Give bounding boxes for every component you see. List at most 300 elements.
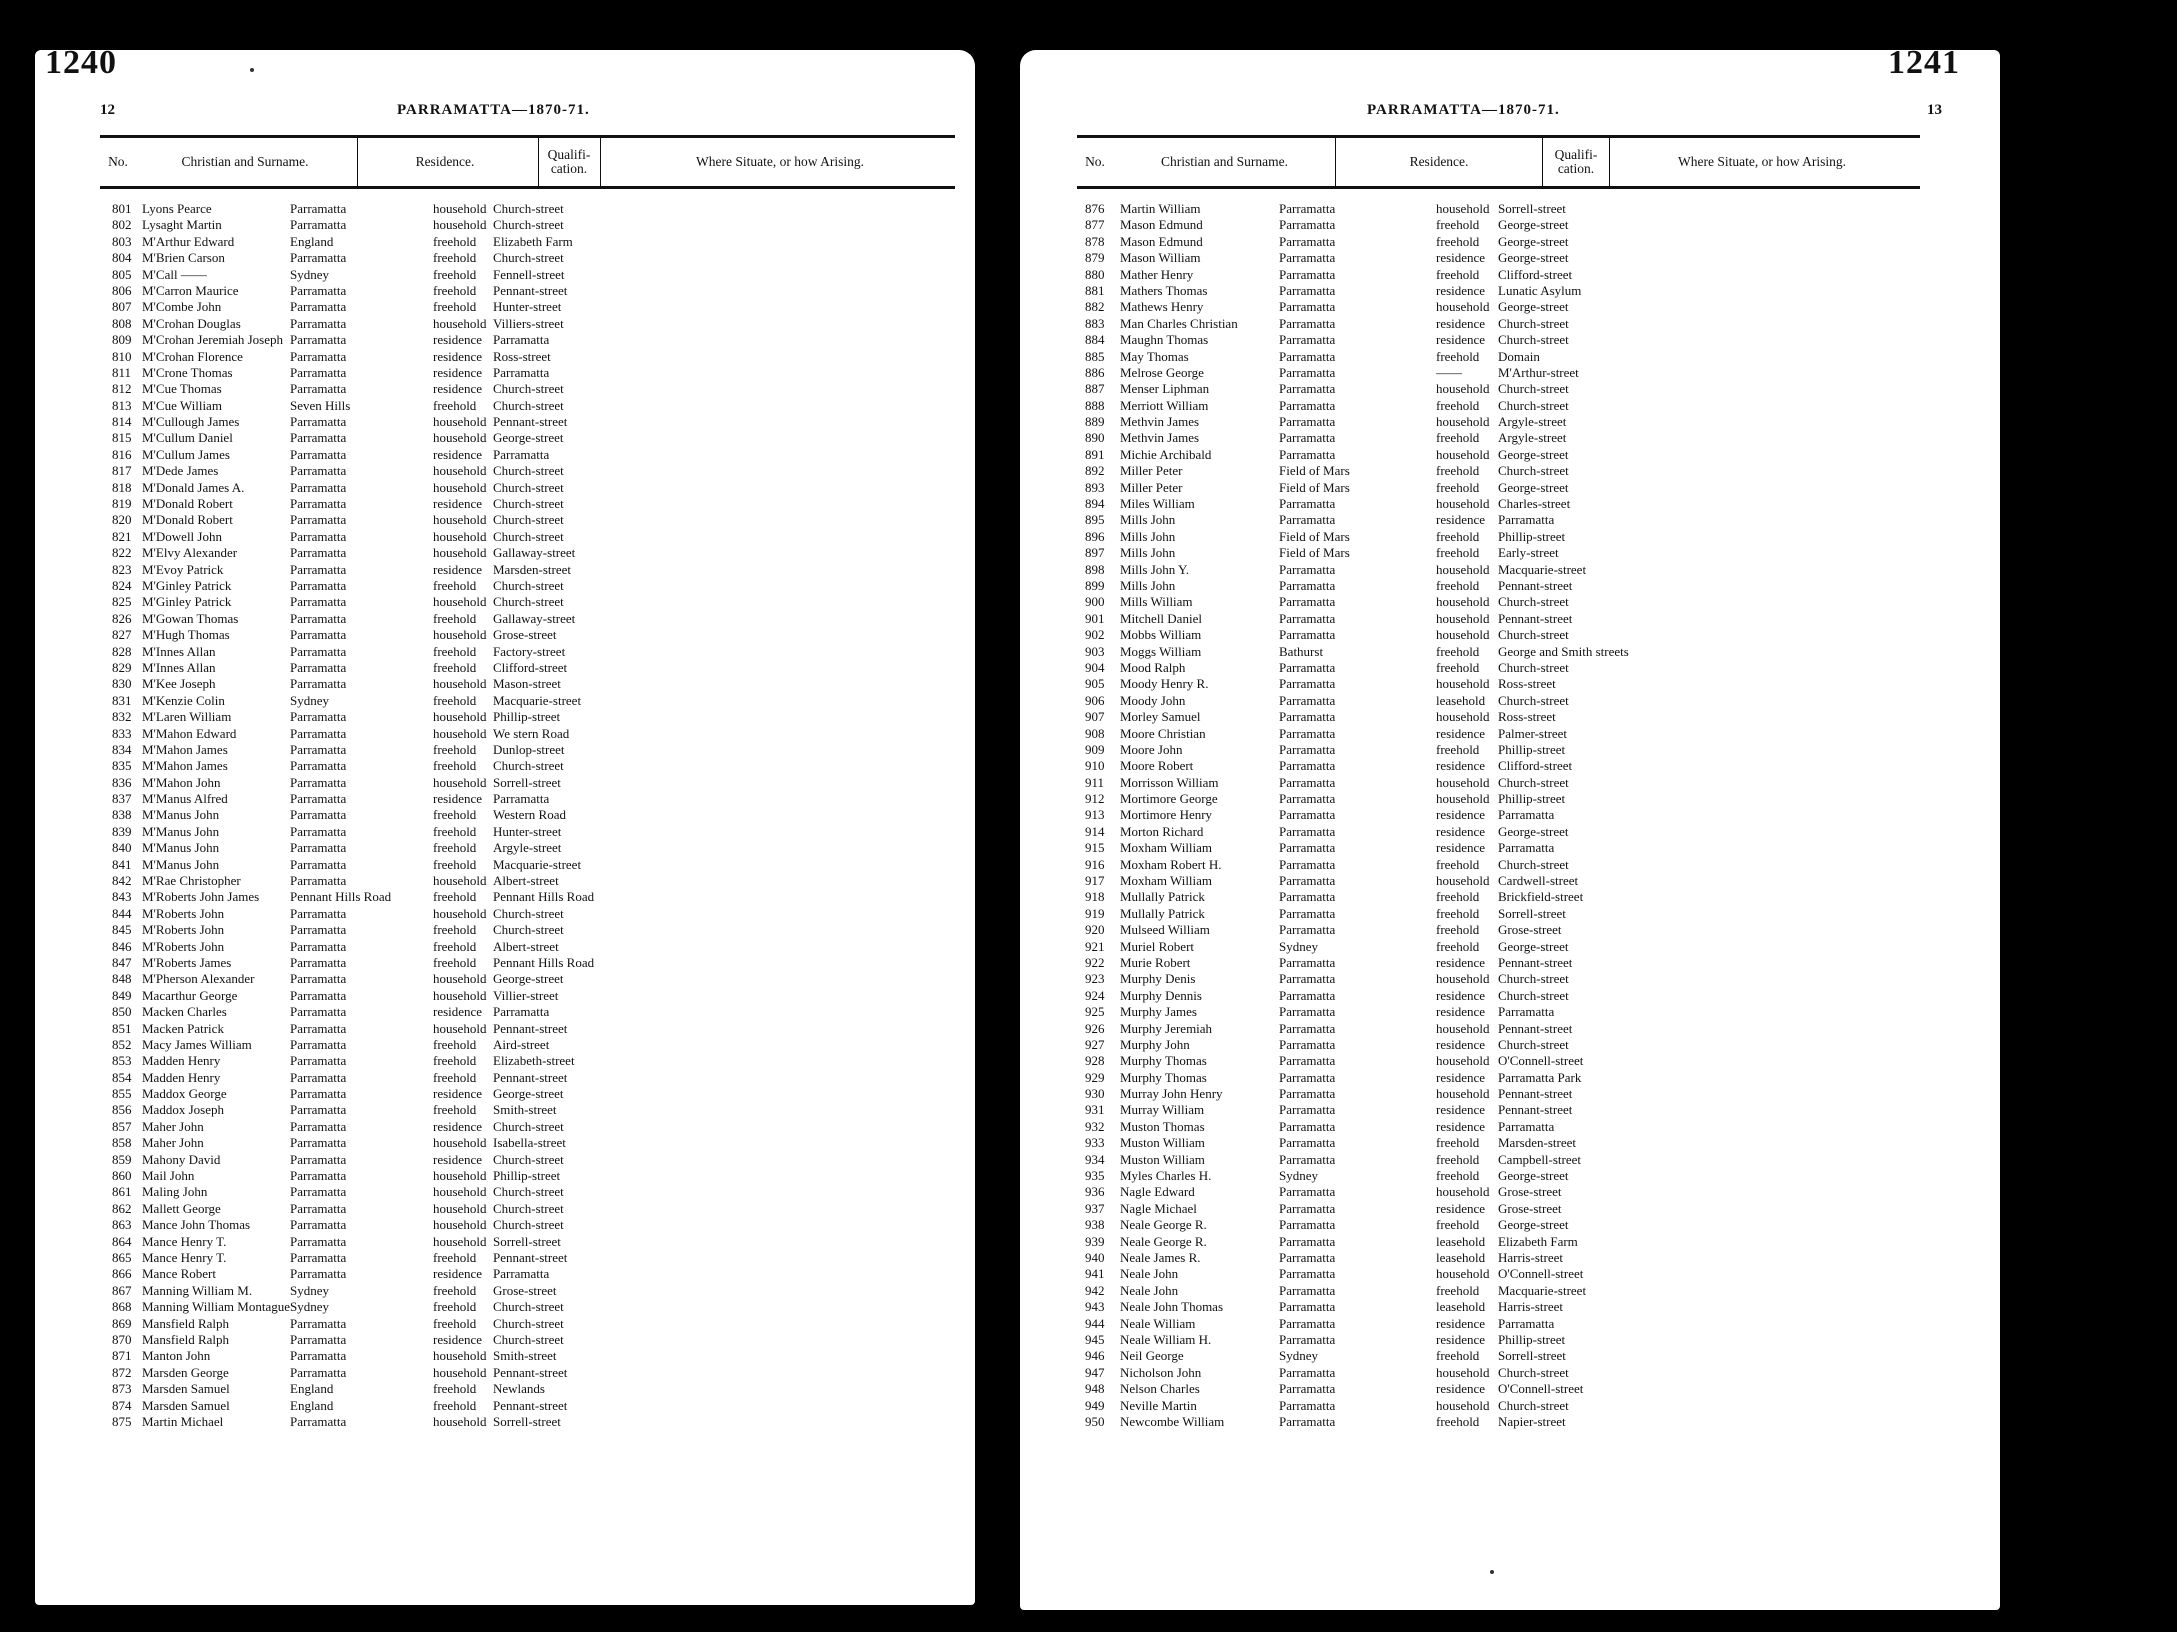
cell-no: 946 — [1085, 1348, 1105, 1364]
cell-where: Palmer-street — [1498, 725, 1568, 741]
cell-name: Murphy Denis — [1120, 971, 1196, 987]
cell-residence: Parramatta — [290, 446, 347, 462]
cell-where: Grose-street — [1498, 922, 1562, 938]
cell-name: M'Roberts John — [142, 905, 225, 921]
cell-where: Parramatta — [1498, 807, 1555, 823]
cell-where: Clifford-street — [1498, 758, 1573, 774]
table-row — [1077, 1250, 1920, 1266]
table-row — [1077, 1119, 1920, 1135]
cell-name: Moore Christian — [1120, 725, 1206, 741]
table-row — [100, 709, 955, 725]
cell-where: Parramatta — [1498, 512, 1555, 528]
cell-name: M'Cullum James — [142, 446, 230, 462]
cell-no: 867 — [112, 1282, 132, 1298]
cell-qualification: household — [1436, 676, 1490, 692]
column-divider — [357, 138, 358, 186]
cell-name: Lyons Pearce — [142, 201, 212, 216]
cell-qualification: residence — [1436, 1036, 1486, 1052]
cell-no: 808 — [112, 315, 132, 331]
cell-residence: England — [290, 1381, 334, 1397]
table-row — [1077, 758, 1920, 774]
cell-where: Campbell-street — [1498, 1151, 1582, 1167]
cell-qualification: residence — [433, 1151, 483, 1167]
cell-residence: Parramatta — [290, 594, 347, 610]
cell-no: 847 — [112, 954, 132, 970]
cell-where: Phillip-street — [1498, 1331, 1566, 1347]
cell-where: Parramatta — [1498, 1118, 1555, 1134]
cell-name: Myles Charles H. — [1120, 1168, 1212, 1184]
cell-name: M'Kenzie Colin — [142, 692, 225, 708]
cell-qualification: residence — [1436, 1004, 1486, 1020]
table-row — [100, 824, 955, 840]
cell-no: 938 — [1085, 1217, 1105, 1233]
cell-name: M'Ginley Patrick — [142, 594, 232, 610]
table-row — [1077, 594, 1920, 610]
table-row — [1077, 627, 1920, 643]
cell-no: 916 — [1085, 856, 1105, 872]
cell-residence: Parramatta — [290, 512, 347, 528]
cell-where: Grose-street — [493, 627, 557, 643]
cell-name: Manton John — [142, 1348, 211, 1364]
cell-where: Cardwell-street — [1498, 873, 1579, 889]
table-row — [1077, 1348, 1920, 1364]
cell-name: Mance Robert — [142, 1266, 217, 1282]
cell-residence: England — [290, 233, 334, 249]
table-row — [100, 1021, 955, 1037]
cell-name: Mansfield Ralph — [142, 1331, 230, 1347]
cell-where: Macquarie-street — [493, 692, 582, 708]
cell-name: Morrisson William — [1120, 774, 1219, 790]
cell-qualification: freehold — [433, 282, 477, 298]
cell-no: 858 — [112, 1135, 132, 1151]
cell-name: Neale William — [1120, 1315, 1196, 1331]
table-row — [1077, 660, 1920, 676]
cell-residence: Parramatta — [1279, 954, 1336, 970]
cell-no: 896 — [1085, 528, 1105, 544]
cell-residence: Parramatta — [1279, 709, 1336, 725]
cell-residence: Parramatta — [1279, 1151, 1336, 1167]
cell-where: Argyle-street — [1498, 430, 1567, 446]
table-row — [100, 758, 955, 774]
cell-name: Marsden Samuel — [142, 1397, 230, 1413]
cell-where: Parramatta — [493, 332, 550, 348]
cell-no: 944 — [1085, 1315, 1105, 1331]
cell-where: George and Smith streets — [1498, 643, 1629, 659]
table-row — [1077, 250, 1920, 266]
table-row — [100, 660, 955, 676]
cell-no: 942 — [1085, 1282, 1105, 1298]
cell-no: 863 — [112, 1217, 132, 1233]
cell-name: M'Donald Robert — [142, 512, 233, 528]
cell-name: Mills John Y. — [1120, 561, 1189, 577]
table-row — [100, 1316, 955, 1332]
cell-qualification: household — [433, 594, 487, 610]
cell-no: 812 — [112, 381, 132, 397]
cell-where: O'Connell-street — [1498, 1053, 1584, 1069]
cell-no: 815 — [112, 430, 132, 446]
cell-qualification: leasehold — [1436, 1250, 1486, 1265]
cell-name: Macy James William — [142, 1036, 252, 1052]
cell-no: 934 — [1085, 1151, 1105, 1167]
table-row — [100, 1234, 955, 1250]
cell-qualification: freehold — [433, 1282, 477, 1298]
cell-residence: Parramatta — [290, 1200, 347, 1216]
cell-where: George-street — [1498, 479, 1569, 495]
table-row — [100, 889, 955, 905]
table-row — [1077, 365, 1920, 381]
table-row — [1077, 545, 1920, 561]
cell-no: 941 — [1085, 1266, 1105, 1282]
header-qualification: Qualifi-cation. — [547, 147, 591, 176]
table-row — [1077, 742, 1920, 758]
cell-where: Church-street — [1498, 594, 1569, 610]
cell-no: 801 — [112, 201, 132, 216]
cell-qualification: household — [1436, 1184, 1490, 1200]
table-row — [1077, 676, 1920, 692]
cell-residence: Parramatta — [290, 479, 347, 495]
cell-where: Church-street — [493, 594, 564, 610]
cell-no: 925 — [1085, 1004, 1105, 1020]
cell-no: 899 — [1085, 577, 1105, 593]
cell-qualification: freehold — [1436, 922, 1480, 938]
cell-residence: Sydney — [1279, 1348, 1318, 1364]
cell-residence: Parramatta — [1279, 676, 1336, 692]
table-row — [100, 250, 955, 266]
cell-where: Harris-street — [1498, 1250, 1563, 1265]
table-row — [100, 1102, 955, 1118]
cell-where: Lunatic Asylum — [1498, 282, 1582, 298]
cell-where: O'Connell-street — [1498, 1266, 1584, 1282]
cell-name: Moxham Robert H. — [1120, 856, 1222, 872]
cell-qualification: freehold — [433, 299, 477, 315]
cell-name: M'Donald Robert — [142, 496, 233, 512]
cell-no: 879 — [1085, 250, 1105, 266]
cell-name: M'Innes Allan — [142, 659, 216, 675]
cell-where: Aird-street — [493, 1036, 550, 1052]
cell-residence: Parramatta — [1279, 430, 1336, 446]
table-row — [100, 742, 955, 758]
cell-name: Murray William — [1120, 1102, 1205, 1118]
cell-name: Murphy James — [1120, 1004, 1197, 1020]
cell-where: Pennant-street — [1498, 1020, 1573, 1036]
cell-where: George-street — [493, 1086, 564, 1102]
cell-no: 898 — [1085, 561, 1105, 577]
table-row — [1077, 332, 1920, 348]
cell-residence: Parramatta — [1279, 315, 1336, 331]
cell-qualification: household — [1436, 610, 1490, 626]
cell-where: Church-street — [1498, 1036, 1569, 1052]
cell-where: Pennant-street — [1498, 1102, 1573, 1118]
cell-where: Parramatta — [493, 791, 550, 807]
cell-qualification: freehold — [433, 1036, 477, 1052]
cell-name: Menser Liphman — [1120, 381, 1210, 397]
cell-no: 841 — [112, 856, 132, 872]
cell-no: 853 — [112, 1053, 132, 1069]
cell-residence: Parramatta — [290, 1266, 347, 1282]
table-row — [1077, 398, 1920, 414]
cell-no: 908 — [1085, 725, 1105, 741]
cell-name: Muriel Robert — [1120, 938, 1195, 954]
cell-where: Church-street — [1498, 381, 1569, 397]
folio-stamp: 1240 — [45, 50, 117, 81]
cell-residence: Parramatta — [290, 791, 347, 807]
cell-no: 884 — [1085, 332, 1105, 348]
table-row — [1077, 1398, 1920, 1414]
table-row — [100, 693, 955, 709]
cell-where: Ross-street — [1498, 709, 1556, 725]
cell-qualification: household — [1436, 561, 1490, 577]
table-row — [1077, 775, 1920, 791]
table-row — [1077, 824, 1920, 840]
table-row — [100, 1381, 955, 1397]
table-row — [1077, 1316, 1920, 1332]
cell-qualification: freehold — [433, 758, 477, 774]
cell-qualification: residence — [1436, 1381, 1486, 1397]
cell-qualification: residence — [433, 791, 483, 807]
table-row — [1077, 840, 1920, 856]
cell-where: Parramatta — [493, 446, 550, 462]
cell-residence: Parramatta — [290, 315, 347, 331]
table-row — [1077, 316, 1920, 332]
cell-qualification: residence — [1436, 954, 1486, 970]
cell-residence: Parramatta — [1279, 774, 1336, 790]
cell-qualification: freehold — [1436, 659, 1480, 675]
cell-residence: Parramatta — [1279, 266, 1336, 282]
cell-where: Clifford-street — [1498, 266, 1573, 282]
cell-qualification: freehold — [1436, 1413, 1480, 1429]
cell-no: 845 — [112, 922, 132, 938]
cell-no: 811 — [112, 364, 132, 380]
cell-where: M'Arthur-street — [1498, 364, 1579, 380]
table-row — [1077, 889, 1920, 905]
table-row — [100, 447, 955, 463]
cell-qualification: residence — [1436, 1069, 1486, 1085]
cell-where: Grose-street — [493, 1282, 557, 1298]
table-row — [1077, 791, 1920, 807]
cell-name: Neale John — [1120, 1282, 1179, 1298]
table-row — [100, 1266, 955, 1282]
cell-name: M'Arthur Edward — [142, 233, 235, 249]
cell-residence: Parramatta — [1279, 217, 1336, 233]
table-row — [1077, 988, 1920, 1004]
table-row — [1077, 1283, 1920, 1299]
table-row — [100, 906, 955, 922]
cell-residence: Parramatta — [1279, 1118, 1336, 1134]
table-row — [100, 267, 955, 283]
cell-no: 868 — [112, 1299, 132, 1315]
cell-residence: Parramatta — [290, 627, 347, 643]
cell-qualification: freehold — [1436, 266, 1480, 282]
table-row — [100, 1037, 955, 1053]
cell-where: Parramatta — [1498, 1004, 1555, 1020]
cell-where: George-street — [1498, 1168, 1569, 1184]
cell-where: Church-street — [493, 512, 564, 528]
table-row — [1077, 1365, 1920, 1381]
cell-residence: Parramatta — [290, 1086, 347, 1102]
cell-no: 893 — [1085, 479, 1105, 495]
cell-no: 852 — [112, 1036, 132, 1052]
cell-name: Mitchell Daniel — [1120, 610, 1202, 626]
table-row — [100, 857, 955, 873]
table-row — [1077, 496, 1920, 512]
cell-no: 930 — [1085, 1086, 1105, 1102]
table-body — [100, 201, 955, 1430]
cell-qualification: household — [433, 1217, 487, 1233]
cell-name: M'Rae Christopher — [142, 873, 241, 889]
cell-residence: Parramatta — [1279, 987, 1336, 1003]
cell-name: Melrose George — [1120, 364, 1204, 380]
running-title: PARRAMATTA—1870-71. — [1367, 102, 1560, 118]
cell-no: 816 — [112, 446, 132, 462]
table-row — [1077, 807, 1920, 823]
cell-qualification: household — [433, 528, 487, 544]
table-row — [100, 1168, 955, 1184]
table-row — [100, 775, 955, 791]
cell-where: Pennant-street — [493, 414, 568, 430]
table-row — [100, 1201, 955, 1217]
cell-residence: Sydney — [290, 1299, 329, 1315]
cell-qualification: freehold — [433, 692, 477, 708]
cell-qualification: freehold — [1436, 1135, 1480, 1151]
cell-residence: Parramatta — [1279, 1036, 1336, 1052]
cell-qualification: household — [1436, 709, 1490, 725]
cell-name: Madden Henry — [142, 1069, 221, 1085]
cell-name: Murphy Thomas — [1120, 1069, 1207, 1085]
cell-no: 947 — [1085, 1364, 1105, 1380]
cell-qualification: household — [433, 873, 487, 889]
cell-no: 912 — [1085, 791, 1105, 807]
cell-no: 805 — [112, 266, 132, 282]
cell-no: 814 — [112, 414, 132, 430]
table-row — [100, 644, 955, 660]
cell-no: 929 — [1085, 1069, 1105, 1085]
table-row — [100, 840, 955, 856]
cell-qualification: residence — [433, 496, 483, 512]
cell-where: Pennant-street — [493, 1364, 568, 1380]
cell-no: 890 — [1085, 430, 1105, 446]
cell-no: 856 — [112, 1102, 132, 1118]
cell-name: Muston William — [1120, 1151, 1205, 1167]
cell-name: Marsden Samuel — [142, 1381, 230, 1397]
cell-qualification: freehold — [1436, 741, 1480, 757]
cell-no: 819 — [112, 496, 132, 512]
cell-where: Harris-street — [1498, 1299, 1563, 1315]
cell-where: Pennant-street — [1498, 1086, 1573, 1102]
cell-name: Nelson Charles — [1120, 1381, 1200, 1397]
table-row — [100, 217, 955, 233]
cell-no: 871 — [112, 1348, 132, 1364]
cell-no: 825 — [112, 594, 132, 610]
print-speck — [250, 68, 254, 72]
cell-residence: Parramatta — [1279, 577, 1336, 593]
cell-no: 932 — [1085, 1118, 1105, 1134]
cell-no: 948 — [1085, 1381, 1105, 1397]
cell-qualification: residence — [1436, 725, 1486, 741]
cell-where: Phillip-street — [493, 709, 561, 725]
cell-residence: Parramatta — [1279, 889, 1336, 905]
cell-residence: Parramatta — [1279, 561, 1336, 577]
cell-name: M'Dowell John — [142, 528, 222, 544]
cell-where: Smith-street — [493, 1102, 557, 1118]
cell-residence: Parramatta — [1279, 725, 1336, 741]
table-row — [1077, 1266, 1920, 1282]
cell-qualification: household — [433, 905, 487, 921]
cell-name: Mance Henry T. — [142, 1250, 227, 1265]
table-body — [1077, 201, 1920, 1430]
cell-residence: Parramatta — [290, 1020, 347, 1036]
cell-name: Martin William — [1120, 201, 1201, 216]
header-qualification: Qualifi-cation. — [1554, 147, 1598, 176]
cell-residence: Parramatta — [290, 905, 347, 921]
cell-name: M'Kee Joseph — [142, 676, 216, 692]
table-row — [100, 1053, 955, 1069]
cell-no: 827 — [112, 627, 132, 643]
cell-name: M'Mahon Edward — [142, 725, 237, 741]
cell-residence: Parramatta — [290, 299, 347, 315]
cell-name: Methvin James — [1120, 430, 1200, 446]
table-row — [100, 1119, 955, 1135]
cell-qualification: household — [433, 1184, 487, 1200]
cell-where: Albert-street — [493, 873, 559, 889]
cell-qualification: household — [1436, 627, 1490, 643]
cell-qualification: household — [433, 1413, 487, 1429]
cell-where: Church-street — [1498, 332, 1569, 348]
table-row — [100, 316, 955, 332]
cell-where: Villier-street — [493, 987, 559, 1003]
cell-residence: Parramatta — [290, 545, 347, 561]
table-row — [1077, 1004, 1920, 1020]
table-row — [1077, 1332, 1920, 1348]
cell-no: 935 — [1085, 1168, 1105, 1184]
cell-name: Moore Robert — [1120, 758, 1194, 774]
cell-name: Neale James R. — [1120, 1250, 1201, 1265]
table-row — [1077, 1086, 1920, 1102]
cell-name: Miles William — [1120, 496, 1195, 512]
cell-residence: Parramatta — [1279, 692, 1336, 708]
cell-name: Lysaght Martin — [142, 217, 222, 233]
cell-name: Murphy Jeremiah — [1120, 1020, 1213, 1036]
cell-no: 872 — [112, 1364, 132, 1380]
cell-where: Marsden-street — [1498, 1135, 1576, 1151]
table-row — [100, 299, 955, 315]
cell-no: 830 — [112, 676, 132, 692]
cell-name: Murphy Thomas — [1120, 1053, 1207, 1069]
cell-qualification: residence — [1436, 512, 1486, 528]
cell-residence: Parramatta — [1279, 1331, 1336, 1347]
cell-qualification: household — [1436, 1397, 1490, 1413]
cell-name: M'Crohan Douglas — [142, 315, 241, 331]
cell-no: 937 — [1085, 1200, 1105, 1216]
cell-name: M'Manus John — [142, 856, 220, 872]
cell-residence: Parramatta — [1279, 840, 1336, 856]
cell-residence: Parramatta — [290, 496, 347, 512]
cell-name: Newcombe William — [1120, 1413, 1225, 1429]
cell-qualification: residence — [1436, 1331, 1486, 1347]
cell-no: 881 — [1085, 282, 1105, 298]
cell-residence: Parramatta — [290, 741, 347, 757]
cell-residence: Parramatta — [290, 282, 347, 298]
cell-residence: Parramatta — [290, 610, 347, 626]
cell-qualification: freehold — [433, 610, 477, 626]
cell-name: Mills William — [1120, 594, 1193, 610]
cell-where: Pennant-street — [493, 282, 568, 298]
cell-qualification: freehold — [433, 1053, 477, 1069]
cell-qualification: freehold — [433, 856, 477, 872]
cell-no: 904 — [1085, 659, 1105, 675]
cell-no: 905 — [1085, 676, 1105, 692]
cell-qualification: freehold — [433, 659, 477, 675]
cell-residence: Parramatta — [290, 1233, 347, 1249]
